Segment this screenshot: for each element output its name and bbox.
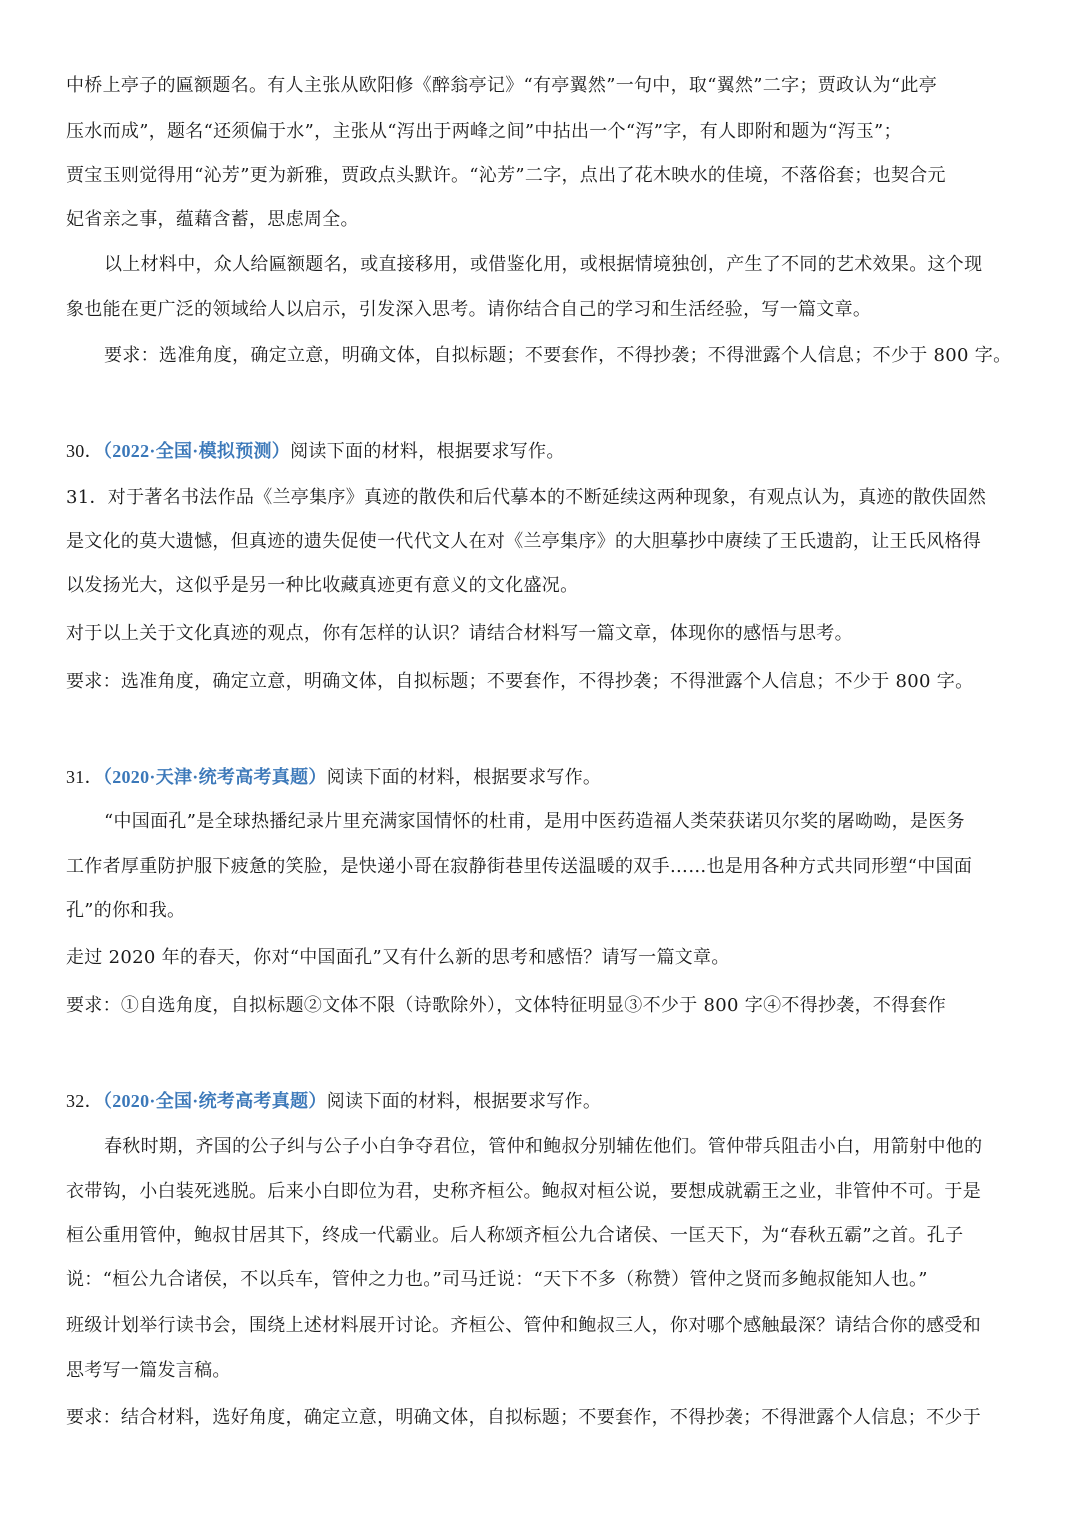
q29-prompt-line: 象也能在更广泛的领域给人以启示，引发深入思考。请你结合自己的学习和生活经验，写一篇文章。 [66, 299, 872, 320]
q30-requirement: 要求：选准角度，确定立意，明确文体，自拟标题；不要套作，不得抄袭；不得泄露个人信息；不少于 800 字。 [66, 671, 974, 692]
question-number: 30． [66, 441, 103, 461]
q32-material-line: 桓公重用管仲，鲍叔甘居其下，终成一代霸业。后人称颂齐桓公九合诸侯、一匡天下，为“春秋五霸”之首。孔子 [66, 1225, 964, 1246]
q30-material-line: 以发扬光大，这似乎是另一种比收藏真迹更有意义的文化盛况。 [66, 575, 579, 596]
q30-material-line: 是文化的莫大遗憾，但真迹的遗失促使一代代文人在对《兰亭集序》的大胆摹抄中赓续了王氏遗韵，让王氏风格得 [66, 531, 981, 552]
q32-prompt-line: 思考写一篇发言稿。 [66, 1360, 231, 1381]
question-instruction: 阅读下面的材料，根据要求写作。 [326, 1091, 602, 1112]
question-instruction: 阅读下面的材料，根据要求写作。 [290, 441, 565, 462]
q31-material-line: “中国面孔”是全球热播纪录片里充满家国情怀的杜甫，是用中医药造福人类荣获诺贝尔奖的屠呦呦，是医务 [104, 811, 965, 832]
q29-material-line: 妃省亲之事，蕴藉含蓄，思虑周全。 [66, 209, 359, 230]
q32-header [66, 1087, 601, 1116]
question-number: 31． [66, 767, 103, 787]
question-number: 32． [66, 1091, 103, 1111]
q31-prompt: 走过 2020 年的春天，你对“中国面孔”又有什么新的思考和感悟？请写一篇文章。 [66, 947, 730, 968]
question-source: （2022·全国·模拟预测） [102, 441, 291, 461]
q29-requirement: 要求：选准角度，确定立意，明确文体，自拟标题；不要套作，不得抄袭；不得泄露个人信息；不少于 800 字。 [104, 345, 1012, 366]
q32-material-line: 春秋时期，齐国的公子纠与公子小白争夺君位，管仲和鲍叔分别辅佐他们。管仲带兵阻击小白，用箭射中他的 [104, 1136, 983, 1157]
q32-material-line: 说：“桓公九合诸侯，不以兵车，管仲之力也。”司马迁说：“天下不多（称赞）管仲之贤而多鲍叔能知人也。” [66, 1269, 928, 1290]
q31-requirement: 要求：①自选角度，自拟标题②文体不限（诗歌除外），文体特征明显③不少于 800 字④不得抄袭，不得套作 [66, 995, 947, 1016]
q31-material-line: 孔”的你和我。 [66, 900, 186, 921]
q31-header [66, 763, 601, 792]
q29-material-line: 中桥上亭子的匾额题名。有人主张从欧阳修《醉翁亭记》“有亭翼然”一句中，取“翼然”二字；贾政认为“此亭 [66, 75, 938, 96]
question-source: （2020·天津·统考高考真题） [102, 767, 327, 787]
q32-requirement: 要求：结合材料，选好角度，确定立意，明确文体，自拟标题；不要套作，不得抄袭；不得泄露个人信息；不少于 [66, 1407, 981, 1428]
q32-material-line: 衣带钩，小白装死逃脱。后来小白即位为君，史称齐桓公。鲍叔对桓公说，要想成就霸王之业，非管仲不可。于是 [66, 1181, 981, 1202]
q29-material-line: 压水而成”，题名“还须偏于水”，主张从“泻出于两峰之间”中拈出一个“泻”字，有人即附和题为“泻玉”； [66, 121, 902, 142]
question-source: （2020·全国·统考高考真题） [102, 1091, 327, 1111]
q30-prompt: 对于以上关于文化真迹的观点，你有怎样的认识？请结合材料写一篇文章，体现你的感悟与思考。 [66, 623, 853, 644]
q30-header [66, 437, 565, 466]
q29-material-line: 贾宝玉则觉得用“沁芳”更为新雅，贾政点头默许。“沁芳”二字，点出了花木映水的佳境，不落俗套；也契合元 [66, 165, 946, 186]
question-instruction: 阅读下面的材料，根据要求写作。 [326, 767, 602, 788]
q30-material-line: 31．对于著名书法作品《兰亭集序》真迹的散佚和后代摹本的不断延续这两种现象，有观点认为，真迹的散佚固然 [66, 487, 987, 508]
q32-prompt-line: 班级计划举行读书会，围绕上述材料展开讨论。齐桓公、管仲和鲍叔三人，你对哪个感触最深？请结合你的感受和 [66, 1315, 981, 1336]
q31-material-line: 工作者厚重防护服下疲惫的笑脸，是快递小哥在寂静街巷里传送温暖的双手……也是用各种方式共同形塑“中国面 [66, 856, 973, 877]
q29-prompt-line: 以上材料中，众人给匾额题名，或直接移用，或借鉴化用，或根据情境独创，产生了不同的艺术效果。这个现 [104, 254, 983, 275]
